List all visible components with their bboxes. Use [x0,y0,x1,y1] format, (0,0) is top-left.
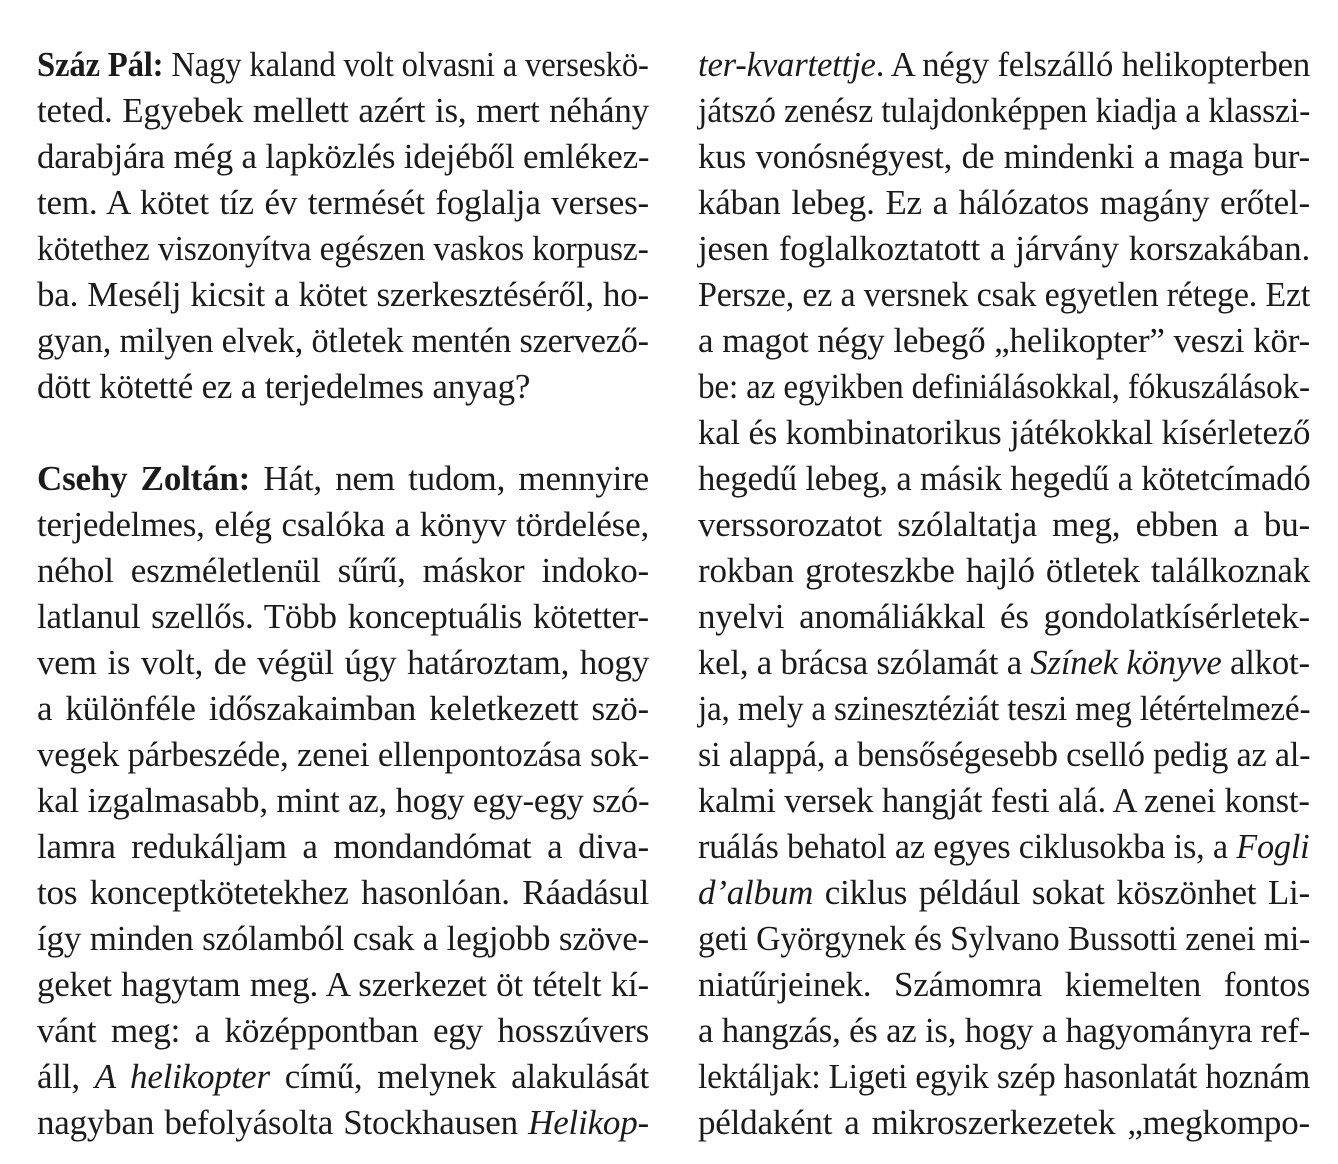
text-line [37,824,649,870]
text-line [698,318,1310,364]
text-segment-normal: alkot- [1221,643,1310,682]
text-segment-normal: nagyban befolyásolta Stockhausen [37,1103,529,1142]
text-line [698,134,1310,180]
paragraph [37,42,649,410]
text-line [37,962,649,1008]
text-segment-normal: Hát, nem tudom, mennyire [250,459,649,498]
text-segment-normal: . A négy felszálló helikopterben [875,45,1310,84]
text-segment-normal: játszó zenész tulajdonképpen kiadja a klasszi- [698,91,1311,130]
text-segment-normal: így minden szólamból csak a legjobb szöve- [37,919,649,958]
text-segment-normal: lamra redukáljam a mondandómat a diva- [37,827,649,866]
text-line [698,594,1310,640]
text-line [698,962,1310,1008]
text-segment-normal: rokban groteszkbe hajló ötletek találkoznak [698,551,1310,590]
text-segment-italic: Helikop- [528,1103,649,1142]
text-line [698,916,1311,962]
text-line [698,640,1310,686]
text-segment-normal: geti Györgynek és Sylvano Bussotti zenei mi- [698,919,1311,958]
text-line [698,548,1310,594]
column-left [37,42,649,1146]
text-line [37,778,650,824]
text-line [37,180,649,226]
text-segment-normal: verssorozatot szólaltatja meg, ebben a bu- [698,505,1310,544]
text-line [698,364,1310,410]
text-segment-normal: be: az egyikben definiálásokkal, fókuszálások- [698,367,1310,406]
text-segment-normal: Nagy kaland volt olvasni a verseskö- [163,45,649,84]
text-segment-normal: hegedű lebeg, a másik hegedű a kötetcímadó [698,459,1311,498]
text-segment-normal: ja, mely a szinesztéziát teszi meg létértelmezé- [698,689,1311,728]
text-line [698,272,1311,318]
text-segment-normal: a magot négy lebegő „helikopter” veszi kör- [698,321,1310,360]
text-segment-normal: néhol eszméletlenül sűrű, máskor indoko- [37,551,649,590]
text-line [37,456,649,502]
text-line [698,1054,1311,1100]
text-segment-normal: terjedelmes, elég csalóka a könyv tördelése, [37,505,649,544]
text-segment-normal: kus vonósnégyest, de mindenki a maga bur- [698,137,1310,176]
text-segment-normal: kal és kombinatorikus játékokkal kísérletező [698,413,1311,452]
text-segment-normal: vem is volt, de végül úgy határoztam, hogy [37,643,649,682]
text-segment-normal: tem. A kötet tíz év termését foglalja verses- [37,183,649,222]
text-line [698,1100,1310,1146]
paragraph [698,42,1310,1146]
text-segment-italic: Fogli [1236,827,1310,866]
text-segment-normal: ba. Mesélj kicsit a kötet szerkesztéséről, ho- [37,275,649,314]
text-line [37,134,650,180]
text-segment-normal: lektáljak: Ligeti egyik szép hasonlatát hoznám [698,1057,1311,1096]
text-segment-normal: kel, a brácsa szólamát a [698,643,1031,682]
text-segment-normal: kában lebeg. Ez a hálózatos magány erőtel- [698,183,1310,222]
text-line [37,272,649,318]
text-segment-normal: a különféle időszakaimban keletkezett szö- [37,689,649,728]
text-segment-normal: darabjára még a lapközlés idejéből emlékez- [37,137,650,176]
text-segment-normal: áll, [37,1057,95,1096]
text-segment-normal: ruálás behatol az egyes ciklusokba is, a [698,827,1237,866]
text-line [698,824,1310,870]
text-line [37,364,649,410]
text-line [698,88,1311,134]
text-segment-normal: Persze, ez a versnek csak egyetlen rétege. Ezt [698,275,1311,314]
text-line [37,1054,649,1100]
text-segment-bold: Csehy Zoltán: [37,459,251,498]
text-segment-italic: d’album [698,873,814,912]
text-line [698,226,1310,272]
text-line [698,732,1311,778]
text-segment-normal: jesen foglalkoztatott a járvány korszakában. [698,229,1310,268]
text-segment-normal: című, melynek alakulását [269,1057,650,1096]
text-line [698,42,1310,88]
text-segment-normal: vegek párbeszéde, zenei ellenpontozása sok- [37,735,650,774]
text-line [37,42,649,88]
text-columns [37,42,1338,1146]
text-line [37,640,649,686]
text-line [37,1100,649,1146]
text-line [698,686,1311,732]
text-line [37,686,649,732]
text-segment-normal: példaként a mikroszerkezetek „megkompo- [698,1103,1310,1142]
text-segment-normal: tos konceptkötetekhez hasonlóan. Ráadásul [37,873,649,912]
text-segment-normal: dött kötetté ez a terjedelmes anyag? [37,367,531,406]
text-line [698,870,1310,916]
text-line [37,502,649,548]
text-line [37,88,649,134]
text-segment-normal: ciklus például sokat köszönhet Li- [813,873,1310,912]
text-segment-normal: kal izgalmasabb, mint az, hogy egy-egy szó- [37,781,650,820]
text-line [37,318,649,364]
text-segment-normal: latlanul szellős. Több konceptuális kötetter- [37,597,649,636]
text-segment-normal: geket hagytam meg. A szerkezet öt tételt kí- [37,965,649,1004]
paragraph [37,456,649,1146]
text-line [698,456,1311,502]
text-segment-normal: vánt meg: a középpontban egy hosszúvers [37,1011,649,1050]
text-segment-italic: A helikopter [94,1057,270,1096]
text-segment-normal: teted. Egyebek mellett azért is, mert néhány [37,91,649,130]
text-segment-bold: Száz Pál: [37,45,164,84]
text-line [37,226,649,272]
text-line [698,180,1310,226]
text-line [698,502,1310,548]
text-segment-normal: kötethez viszonyítva egészen vaskos korpusz- [37,229,649,268]
text-line [698,778,1310,824]
text-line [37,916,649,962]
text-segment-normal: si alappá, a bensőségesebb cselló pedig az al- [698,735,1311,774]
text-line [698,1008,1311,1054]
text-segment-normal: kalmi versek hangját festi alá. A zenei konst- [698,781,1310,820]
text-segment-italic: Színek könyve [1030,643,1222,682]
text-line [37,548,649,594]
text-line [698,410,1311,456]
text-segment-normal: niatűrjeinek. Számomra kiemelten fontos [698,965,1310,1004]
text-segment-normal: a hangzás, és az is, hogy a hagyományra ref- [698,1011,1311,1050]
text-line [37,594,649,640]
column-right [698,42,1310,1146]
text-line [37,1008,649,1054]
text-segment-normal: nyelvi anomáliákkal és gondolatkísérletek- [698,597,1310,636]
text-line [37,732,650,778]
text-line [37,870,649,916]
text-segment-normal: gyan, milyen elvek, ötletek mentén szervező- [37,321,649,360]
text-segment-italic: ter-kvartettje [698,45,876,84]
